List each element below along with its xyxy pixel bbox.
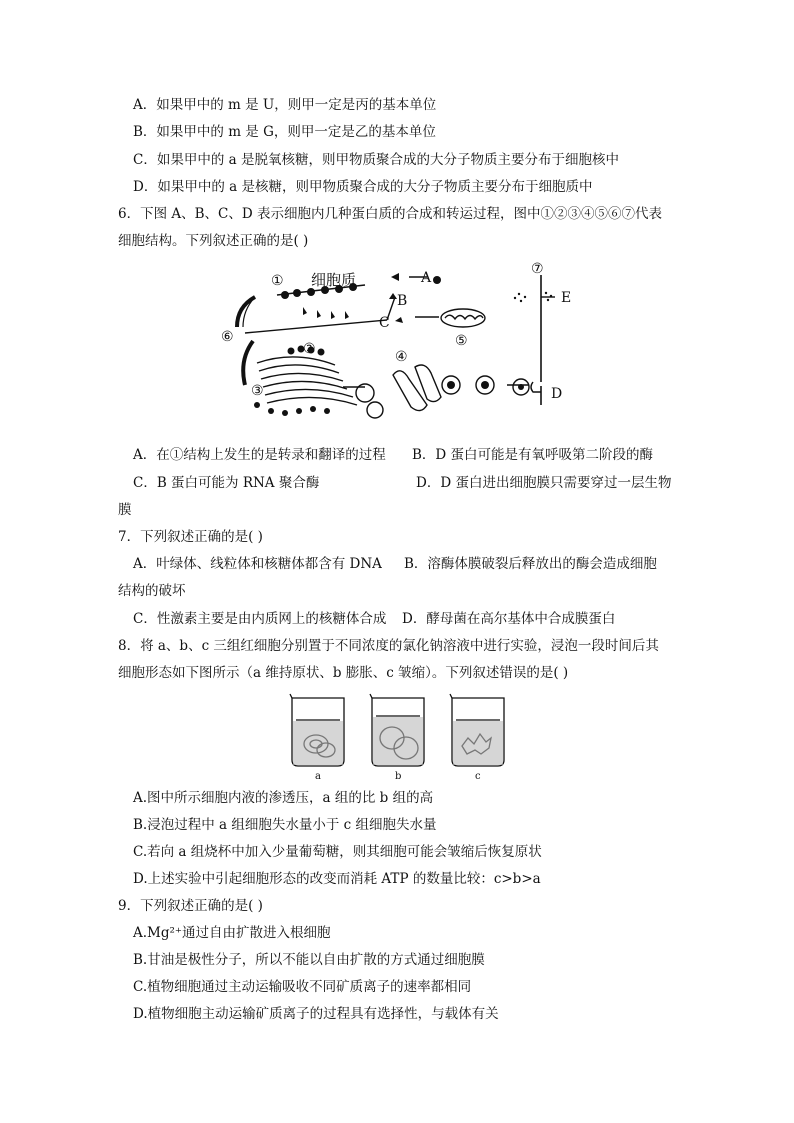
q8-option-d: D.上述实验中引起细胞形态的改变而消耗 ATP 的数量比较：c>b>a [133, 871, 541, 887]
q9-option-d: D.植物细胞主动运输矿质离子的过程具有选择性，与载体有关 [133, 1006, 499, 1022]
label-cytoplasm: 细胞质 [311, 271, 357, 289]
prev-option-c: C．如果甲中的 a 是脱氧核糖，则甲物质聚合成的大分子物质主要分布于细胞核中 [133, 152, 619, 168]
q7-option-b: B．溶酶体膜破裂后释放出的酶会造成细胞 [404, 556, 657, 572]
beaker-label-c: c [475, 771, 481, 782]
q6-protein-transport-figure [215, 255, 595, 425]
q6-option-a: A．在①结构上发生的是转录和翻译的过程 [133, 447, 386, 463]
q7-stem: 7．下列叙述正确的是( ) [118, 529, 263, 545]
label-b: B [397, 293, 408, 309]
label-6: ⑥ [221, 329, 234, 345]
q7-option-b-continued: 结构的破坏 [118, 583, 186, 599]
q6-option-b: B．D 蛋白可能是有氧呼吸第二阶段的酶 [412, 447, 654, 463]
prev-option-a: A．如果甲中的 m 是 U，则甲一定是丙的基本单位 [133, 97, 437, 113]
q8-beakers-figure [288, 690, 508, 782]
label-7: ⑦ [531, 261, 544, 277]
q6-option-d: D．D 蛋白进出细胞膜只需要穿过一层生物 [416, 475, 672, 491]
q8-option-b: B.浸泡过程中 a 组细胞失水量小于 c 组细胞失水量 [133, 817, 437, 833]
label-c: C [379, 315, 390, 331]
q6-stem-line1: 6．下图 A、B、C、D 表示细胞内几种蛋白质的合成和转运过程，图中①②③④⑤⑥⑦代表 [118, 206, 662, 222]
q7-option-d: D．酵母菌在高尔基体中合成膜蛋白 [402, 611, 616, 627]
q6-option-d-continued: 膜 [118, 502, 132, 518]
label-d: D [551, 386, 563, 402]
q6-option-c: C．B 蛋白可能为 RNA 聚合酶 [133, 475, 320, 491]
label-e: E [561, 290, 572, 306]
prev-option-b: B．如果甲中的 m 是 G，则甲一定是乙的基本单位 [133, 124, 436, 140]
q6-stem-line2: 细胞结构。下列叙述正确的是( ) [118, 233, 309, 249]
label-4: ④ [395, 349, 408, 365]
q8-stem-line1: 8．将 a、b、c 三组红细胞分别置于不同浓度的氯化钠溶液中进行实验，浸泡一段时间后其 [118, 638, 659, 654]
q8-stem-line2: 细胞形态如下图所示（a 维持原状、b 膨胀、c 皱缩）。下列叙述错误的是( ) [118, 665, 569, 681]
q9-option-c: C.植物细胞通过主动运输吸收不同矿质离子的速率都相同 [133, 979, 472, 995]
q7-option-a: A．叶绿体、线粒体和核糖体都含有 DNA [133, 556, 382, 572]
q9-stem: 9．下列叙述正确的是( ) [118, 898, 263, 914]
prev-option-d: D．如果甲中的 a 是核糖，则甲物质聚合成的大分子物质主要分布于细胞质中 [133, 179, 593, 195]
beaker-label-a: a [315, 771, 321, 782]
q9-option-b: B.甘油是极性分子，所以不能以自由扩散的方式通过细胞膜 [133, 952, 485, 968]
q7-option-c: C．性激素主要是由内质网上的核糖体合成 [133, 611, 387, 627]
q9-option-a: A.Mg²⁺通过自由扩散进入根细胞 [133, 925, 331, 941]
label-2: ② [303, 341, 316, 357]
label-a: A [421, 270, 432, 286]
label-3: ③ [251, 383, 264, 399]
q8-option-c: C.若向 a 组烧杯中加入少量葡萄糖，则其细胞可能会皱缩后恢复原状 [133, 844, 542, 860]
beaker-label-b: b [395, 771, 402, 782]
label-5: ⑤ [455, 333, 468, 349]
q8-option-a: A.图中所示细胞内液的渗透压，a 组的比 b 组的高 [133, 790, 434, 806]
label-1: ① [271, 273, 284, 289]
